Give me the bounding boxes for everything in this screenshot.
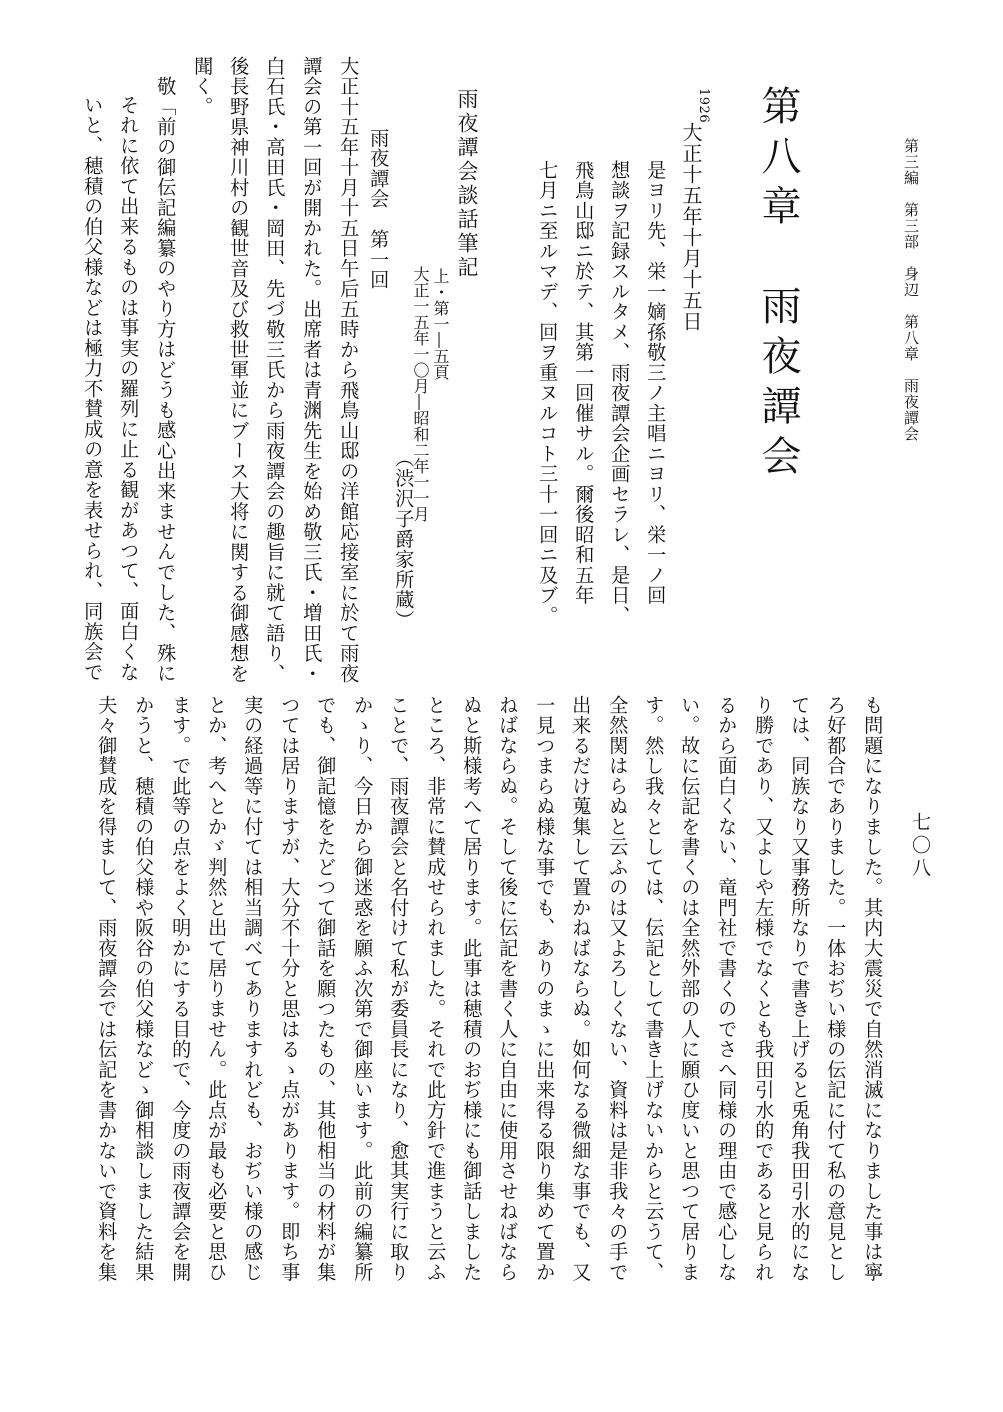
body-line: ことで、雨夜譚会と名付けて私が委員長になり、愈其実行に取り (387, 695, 411, 1283)
document-owner: （渋沢子爵家所蔵） (392, 448, 416, 631)
summary-line: 飛鳥山邸ニ於テ、其第一回催サル。爾後昭和五年 (572, 160, 596, 606)
body-line: り勝であり、又よしや左様でなくとも我田引水的であると見られ (752, 695, 776, 1283)
body-line: ところ、非常に賛成せられました。それで此方針で進まうと云ふ (424, 695, 448, 1283)
body-line: とか、考へとかゞ判然と出て居りません。此点が最も必要と思ひ (205, 695, 229, 1283)
body-line: それに依て出来るものは事実の羅列に止る観があつて、面白くな (117, 95, 141, 683)
page-number: 七〇八 (909, 812, 931, 881)
western-year: 1926 (696, 88, 711, 124)
document-volume: 上・第一―五頁 (431, 268, 450, 380)
entry-date: 大正十五年十月十五日 (679, 122, 703, 332)
body-line: ろ好都合でありました。一体おぢい様の伝記に付て私の意見とし (824, 695, 848, 1283)
document-title: 雨夜譚会談話筆記 (455, 88, 479, 280)
body-line: 後長野県神川村の観世音及び救世軍並にブース大将に関する御感想を (227, 56, 251, 684)
body-line: 出来るだけ蒐集して置かねばならぬ。如何なる微細な事でも、又 (569, 695, 593, 1283)
body-line: 白石氏・高田氏・岡田、先づ敬三氏から雨夜譚会の趣旨に就て語り、 (263, 56, 287, 684)
body-line: 聞く。 (191, 56, 215, 117)
body-line: ぬと斯様考へて居ります。此事は穂積のおぢ様にも御話しました (460, 695, 484, 1283)
body-line: ては、同族なり又事務所なりで書き上げると兎角我田引水的にな (788, 695, 812, 1283)
body-line: でも、御記憶をたどつて御話を願つたもの、其他相当の材料が集 (314, 695, 338, 1283)
body-line: 全然関はらぬと云ふのは又よろしくない、資料は是非我々の手で (606, 695, 630, 1283)
summary-line: 是ヨリ先、栄一嫡孫敬三ノ主唱ニヨリ、栄一ノ回 (644, 160, 668, 606)
body-line: す。然し我々としては、伝記として書き上げないからと云うて、 (642, 695, 666, 1283)
body-line: ねばならぬ。そして後に伝記を書く人に自由に使用させねばなら (496, 695, 520, 1283)
body-line: も問題になりました。其内大震災で自然消滅になりました事は寧 (861, 695, 885, 1283)
summary-line: 七月ニ至ルマデ、回ヲ重ヌルコト三十一回ニ及ブ。 (536, 160, 560, 626)
document-period: 大正一五年一〇月―昭和二年一一月 (411, 266, 430, 522)
body-line: かゝり、今日から御迷惑を願ふ次第で御座います。此前の編纂所 (351, 695, 375, 1283)
body-line: ます。で此等の点をよく明かにする目的で、今度の雨夜譚会を開 (169, 695, 193, 1283)
body-line: い。故に伝記を書くのは全然外部の人に願ひ度いと思つて居りま (678, 695, 702, 1283)
body-line: 夫々御賛成を得まして、雨夜譚会では伝記を書かないで資料を集 (95, 695, 119, 1283)
body-line: 敬「前の御伝記編纂のやり方はどうも感心出来ませんでした、殊に (154, 76, 178, 684)
chapter-title: 第八章 雨夜譚会 (755, 85, 801, 485)
body-line: 大正十五年十月十五日午后五時から飛鳥山邸の洋館応接室に於て雨夜 (337, 56, 361, 684)
body-line: るから面白くない、竜門社で書くのでさへ同様の理由で感心しな (715, 695, 739, 1283)
body-line: 譚会の第一回が開かれた。出席者は青渊先生を始め敬三氏・増田氏・ (300, 56, 324, 684)
session-heading: 雨夜譚会 第一回 (367, 128, 391, 290)
running-head: 第三編 第三部 身辺 第八章 雨夜譚会 (902, 138, 920, 442)
body-line: 実の経過等に付ては相当調べてありますれども、おぢい様の感じ (241, 695, 265, 1283)
summary-line: 想談ヲ記録スルタメ、雨夜譚会企画セラレ、是日、 (608, 160, 632, 626)
body-line: つては居りますが、大分不十分と思はるゝ点があります。即ち事 (278, 695, 302, 1283)
body-line: 一見つまらぬ様な事でも、ありのまゝに出来得る限り集めて置か (533, 695, 557, 1283)
body-line: かうと、穂積の伯父様や阪谷の伯父様などゝ御相談しました結果 (132, 695, 156, 1283)
body-line: いと、穂積の伯父様などは極力不賛成の意を表せられ、同族会で (81, 95, 105, 683)
